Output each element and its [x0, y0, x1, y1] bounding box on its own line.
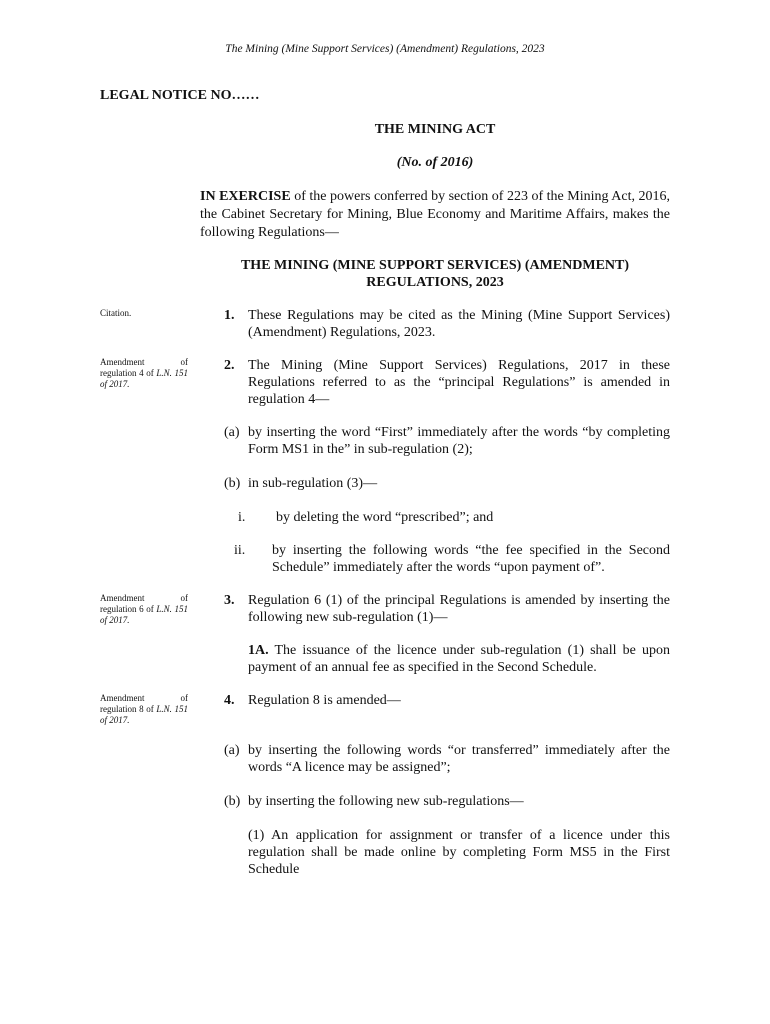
subparagraph-text: by inserting the following words “the fee specified in the Second Schedule” immediately after the words “upon payment of”. — [272, 543, 670, 575]
margin-note-citation: Citation. — [100, 308, 132, 318]
margin-note-amend-reg8 — [100, 693, 188, 726]
subparagraph-label: ii. — [234, 543, 246, 558]
subparagraph-text: by deleting the word “prescribed”; and — [276, 510, 494, 525]
preamble-lead: IN EXERCISE — [200, 189, 291, 204]
section-number: 2. — [224, 358, 235, 373]
paragraph-text: by inserting the following words “or transferred” immediately after the words “A licence may be assigned”; — [248, 743, 670, 775]
paragraph-label: (a) — [224, 743, 240, 758]
paragraph-text: by inserting the following new sub-regulations— — [248, 794, 524, 809]
section-4-paragraph-b — [224, 793, 670, 810]
margin-note-ref: L.N. 151 of 2017. — [100, 604, 188, 625]
section-text: These Regulations may be cited as the Mining (Mine Support Services) (Amendment) Regulations, 2023. — [248, 308, 670, 340]
section-2-paragraph-a — [224, 424, 670, 458]
section-2-paragraph-b — [224, 475, 670, 492]
section-number: 3. — [224, 593, 235, 608]
section-2-subparagraph-i — [232, 509, 670, 526]
margin-note-ref: L.N. 151 of 2017. — [100, 704, 188, 725]
section-4 — [224, 692, 670, 709]
preamble — [200, 188, 670, 242]
section-number: 1. — [224, 308, 235, 323]
paragraph-label: (b) — [224, 476, 241, 491]
regulations-title: THE MINING (MINE SUPPORT SERVICES) (AMENDMENT) REGULATIONS, 2023 — [240, 258, 630, 290]
margin-note-text: Amendment of regulation 6 of — [100, 593, 188, 614]
preamble-text: of the powers conferred by section of 223 of the Mining Act, 2016, the Cabinet Secretary for Mining, Blue Economy and Maritime Affairs, makes the following Regulations— — [200, 189, 670, 240]
section-2 — [224, 357, 670, 408]
paragraph-label: (a) — [224, 425, 240, 440]
subregulation-number: 1A. — [248, 643, 269, 658]
section-text: Regulation 6 (1) of the principal Regulations is amended by inserting the following new sub-regulation (1)— — [248, 593, 670, 625]
section-3 — [224, 592, 670, 626]
act-title: THE MINING ACT — [374, 122, 496, 137]
section-1 — [224, 307, 670, 341]
section-4-paragraph-a — [224, 742, 670, 776]
paragraph-text: by inserting the word “First” immediately after the words “by completing Form MS1 in the” in sub-regulation (2); — [248, 425, 670, 457]
margin-note-text: Amendment of regulation 4 of — [100, 357, 188, 378]
section-text: Regulation 8 is amended— — [248, 693, 401, 708]
paragraph-text: in sub-regulation (3)— — [248, 476, 378, 491]
section-2-subparagraph-ii — [232, 542, 670, 576]
section-4-new-subregulation-1: (1) An application for assignment or transfer of a licence under this regulation shall be made online by completing Form MS5 in the First Schedule — [248, 828, 670, 877]
act-number: (No. of 2016) — [396, 155, 474, 170]
running-header: The Mining (Mine Support Services) (Amendment) Regulations, 2023 — [225, 43, 545, 55]
legal-notice-number: LEGAL NOTICE NO…… — [100, 88, 260, 103]
section-number: 4. — [224, 693, 235, 708]
subparagraph-label: i. — [238, 510, 246, 525]
paragraph-label: (b) — [224, 794, 241, 809]
margin-note-ref: L.N. 151 of 2017. — [100, 368, 188, 389]
margin-note-amend-reg4 — [100, 357, 188, 390]
section-3-new-subregulation — [248, 642, 670, 676]
margin-note-text: Amendment of regulation 8 of — [100, 693, 188, 714]
margin-note-amend-reg6 — [100, 593, 188, 626]
section-text: The Mining (Mine Support Services) Regulations, 2017 in these Regulations referred to as the “principal Regulations” is amended in regulation 4— — [248, 358, 670, 407]
subregulation-text: The issuance of the licence under sub-regulation (1) shall be upon payment of an annual fee as specified in the Second Schedule. — [248, 643, 670, 675]
